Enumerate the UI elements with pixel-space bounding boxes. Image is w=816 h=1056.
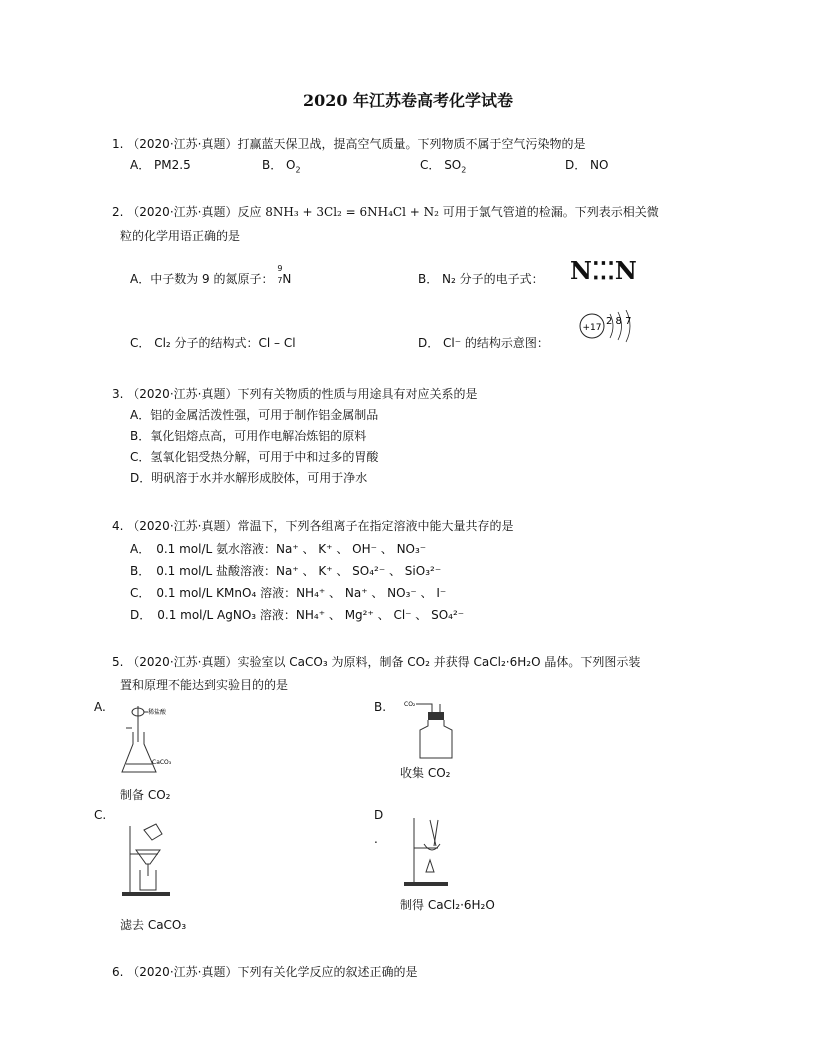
option-b: B． 0.1 mol/L 盐酸溶液：Na⁺ 、 K⁺ 、 SO₄²⁻ 、 SiO₃²⁻ (130, 564, 442, 578)
question-5: 5. （2020·江苏·真题）实验室以 CaCO₃ 为原料，制备 CO₂ 并获得 CaCl₂·6H₂O 晶体。下列图示装 (112, 655, 641, 669)
svg-text:CaCO₃: CaCO₃ (152, 759, 172, 766)
question-4: 4. （2020·江苏·真题）常温下，下列各组离子在指定溶液中能大量共存的是 (112, 519, 514, 533)
question-stem-line2: 置和原理不能达到实验目的的是 (120, 678, 289, 692)
question-3: 3. （2020·江苏·真题）下列有关物质的性质与用途具有对应关系的是 (112, 387, 478, 401)
option-d-dot: . (374, 832, 378, 846)
option-c: C． Cl₂ 分子的结构式：Cl – Cl (130, 336, 296, 350)
option-b: B． $O_2$ (262, 158, 301, 175)
evaporation-figure (400, 812, 460, 888)
option-b-label: B. (374, 700, 387, 714)
option-d: D． NO (565, 158, 609, 172)
electron-formula: N⁚⁚⁚N (570, 256, 637, 285)
page-title: 2020 年江苏卷高考化学试卷 (302, 91, 514, 110)
option-a-label: A. (94, 700, 106, 714)
nuclide-symbol: 9 7 N (277, 264, 292, 286)
gas-bottle-figure (400, 698, 480, 762)
option-a: A．铝的金属活泼性强，可用于制作铝金属制品 (130, 408, 379, 422)
option-b: B． N₂ 分子的电子式： (418, 272, 544, 286)
svg-text:2 8 7: 2 8 7 (606, 316, 632, 327)
option-d-caption: 制得 CaCl₂·6H₂O (400, 898, 495, 912)
question-1 (112, 134, 712, 154)
svg-text:稀盐酸: 稀盐酸 (148, 709, 167, 716)
question-stem: （2020·江苏·真题）打赢蓝天保卫战，提高空气质量。下列物质不属于空气污染物的是 (127, 137, 586, 151)
question-stem-post: 可用于氯气管道的检漏。下列表示相关微 (442, 205, 659, 219)
option-c: C． $SO_2$ (420, 158, 467, 175)
question-stem-line2: 粒的化学用语正确的是 (120, 229, 241, 243)
option-c: C．氢氧化铝受热分解，可用于中和过多的胃酸 (130, 450, 379, 464)
question-2 (112, 202, 712, 222)
option-d: D． 0.1 mol/L AgNO₃ 溶液：NH₄⁺ 、 Mg²⁺ 、 Cl⁻ 、 SO₄²⁻ (130, 608, 465, 622)
flask-apparatus-figure (118, 700, 198, 780)
option-a-caption: 制备 CO₂ (120, 788, 171, 802)
options (130, 538, 464, 626)
option-b-caption: 收集 CO₂ (400, 766, 451, 780)
equation: 8NH₃ + 3Cl₂ = 6NH₄Cl + N₂ (265, 205, 439, 219)
option-b: B．氧化铝熔点高，可用作电解冶炼铝的原料 (130, 429, 367, 443)
option-c: C． 0.1 mol/L KMnO₄ 溶液：NH₄⁺ 、 Na⁺ 、 NO₃⁻ 、 I⁻ (130, 586, 447, 600)
filtration-figure (118, 820, 178, 900)
option-c-caption: 滤去 CaCO₃ (120, 918, 187, 932)
question-number: 2. (112, 205, 124, 219)
option-c-label: C. (94, 808, 107, 822)
option-d: D．明矾溶于水并水解形成胶体，可用于净水 (130, 471, 368, 485)
question-6: 6. （2020·江苏·真题）下列有关化学反应的叙述正确的是 (112, 965, 418, 979)
question-number: 1. (112, 137, 124, 151)
option-d-label: D (374, 808, 384, 822)
question-stem-pre: （2020·江苏·真题）反应 (127, 205, 262, 219)
atom-structure-diagram (576, 310, 646, 350)
option-a: A． 0.1 mol/L 氨水溶液：Na⁺ 、 K⁺ 、 OH⁻ 、 NO₃⁻ (130, 542, 427, 556)
option-a: A． PM2.5 (130, 158, 191, 172)
option-a: A．中子数为 9 的氮原子： 9 7 N (130, 270, 293, 287)
option-d: D． Cl⁻ 的结构示意图： (418, 336, 549, 350)
svg-text:+17: +17 (582, 323, 602, 333)
options (130, 405, 378, 489)
svg-text:CO₂: CO₂ (404, 701, 416, 708)
